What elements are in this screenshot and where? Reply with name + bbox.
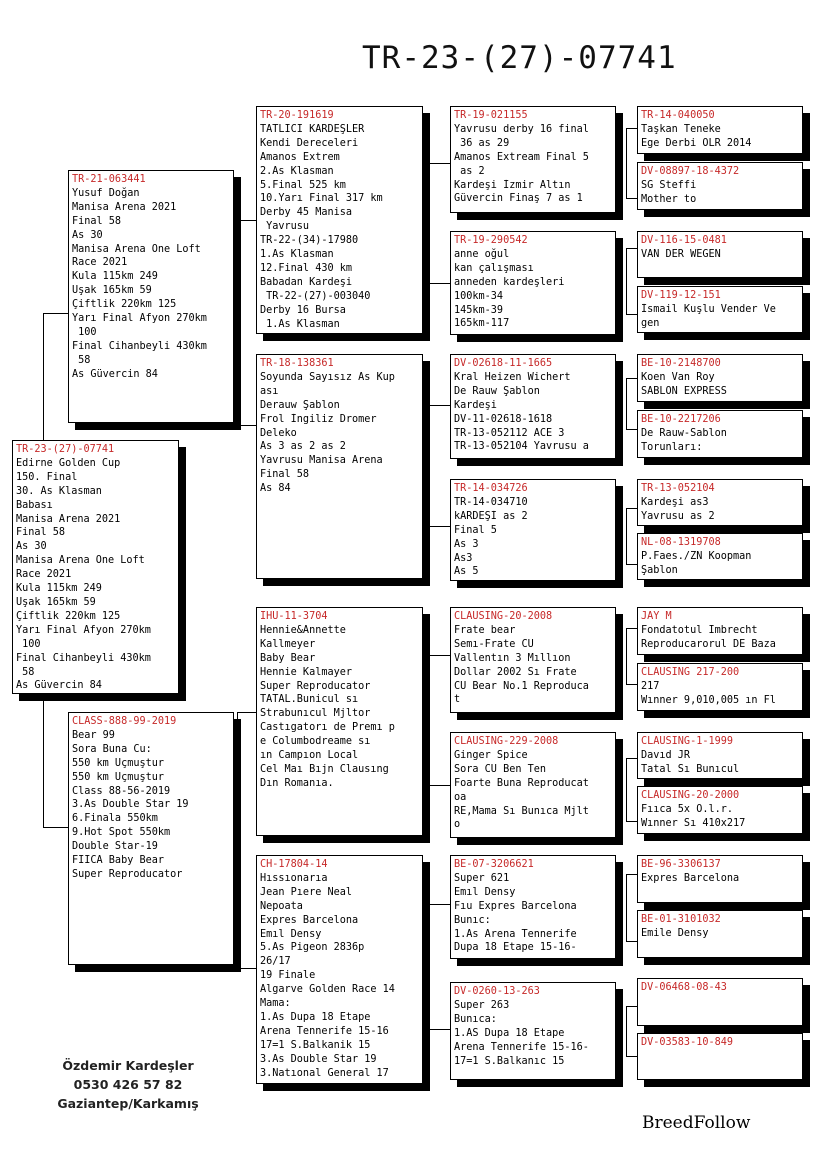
- pedigree-box-gen4: [637, 663, 803, 711]
- connector: [626, 248, 627, 314]
- pedigree-box-gen3: [450, 231, 616, 335]
- box-line: As Güvercin 84: [72, 368, 158, 380]
- box-line: Taşkan Teneke: [641, 123, 721, 135]
- box-line: SABLON EXPRESS: [641, 385, 727, 397]
- box-line: Super Reproducator: [72, 868, 183, 880]
- box-line: o: [454, 819, 461, 831]
- box-line: Kardeşi: [454, 399, 497, 411]
- box-line: Mama:: [260, 998, 291, 1010]
- ring-number: TR-19-290542: [454, 235, 528, 246]
- ring-number: BE-10-2148700: [641, 358, 721, 369]
- box-line: 58: [72, 354, 91, 366]
- box-line: Ginger Spice: [454, 749, 528, 761]
- box-line: Wınner 9,010,005 ın Fl: [641, 694, 776, 706]
- box-line: Race 2021: [16, 569, 72, 581]
- box-line: Bunıca:: [454, 1013, 497, 1025]
- box-line: Dupa 18 Etape 15-16-: [454, 942, 577, 954]
- box-line: As 30: [16, 541, 47, 553]
- box-line: 17=1 S.Balkanıc 15: [454, 1055, 565, 1067]
- box-line: De Rauw-Sablon: [641, 427, 727, 439]
- box-line: 5.Final 525 km: [260, 179, 346, 191]
- box-line: De Rauw Şablon: [454, 385, 540, 397]
- box-line: Amanos Extrem: [260, 151, 340, 163]
- brand-name: BreedFollow: [642, 1113, 751, 1133]
- box-line: FIICA Baby Bear: [72, 855, 165, 867]
- connector: [237, 712, 238, 968]
- box-line: Güvercin Finaş 7 as 1: [454, 193, 583, 205]
- ring-number: NL-08-1319708: [641, 537, 721, 548]
- ring-number: TR-21-063441: [72, 174, 146, 185]
- ring-number: TR-23-(27)-07741: [16, 444, 115, 455]
- box-line: Foarte Buna Reproducat: [454, 777, 589, 789]
- box-line: 3.Natıonal General 17: [260, 1067, 389, 1079]
- ring-number: TR-20-191619: [260, 110, 334, 121]
- box-line: 10.Yarı Final 317 km: [260, 193, 383, 205]
- connector: [429, 163, 430, 283]
- connector: [626, 378, 627, 429]
- ring-number: DV-06468-08-43: [641, 982, 727, 993]
- box-line: Bunıc:: [454, 914, 491, 926]
- pedigree-box-gen4: [637, 786, 803, 834]
- box-line: Manisa Arena 2021: [72, 201, 177, 213]
- box-line: Strabunıcul Mjltor: [260, 708, 371, 720]
- ring-number: DV-119-12-151: [641, 290, 721, 301]
- box-line: Torunları:: [641, 441, 703, 453]
- box-line: 6.Finala 550km: [72, 813, 158, 825]
- ring-number: CLAUSING-20-2000: [641, 790, 740, 801]
- ring-number: CLAUSING-1-1999: [641, 736, 734, 747]
- box-line: As 3 as 2 as 2: [260, 441, 346, 453]
- box-line: Final 58: [260, 469, 310, 481]
- pedigree-box-gen4: [637, 533, 803, 580]
- box-line: Algarve Golden Race 14: [260, 984, 395, 996]
- connector: [429, 655, 451, 656]
- box-line: Şablon: [641, 564, 678, 576]
- connector: [429, 1029, 451, 1030]
- box-line: Cel Maı Bıjn Clausıng: [260, 763, 389, 775]
- box-line: TR-13-052112 ACE 3: [454, 427, 565, 439]
- box-line: 1.As Dupa 18 Etape: [260, 1011, 371, 1023]
- connector: [429, 405, 430, 526]
- box-line: 100km-34: [454, 290, 504, 302]
- pedigree-box-gen2: [256, 106, 423, 334]
- box-line: 9.Hot Spot 550km: [72, 827, 171, 839]
- box-line: Deleko: [260, 427, 297, 439]
- box-line: DV-11-02618-1618: [454, 413, 553, 425]
- box-line: Kula 115km 249: [16, 583, 102, 595]
- box-line: 150. Final: [16, 471, 78, 483]
- box-line: Uşak 165km 59: [16, 596, 96, 608]
- connector: [429, 904, 451, 905]
- box-line: Yavrusu: [260, 221, 310, 233]
- box-line: Mother to: [641, 193, 697, 205]
- box-line: İsmail Kuşlu Vender Ve: [641, 303, 776, 315]
- box-line: 145km-39: [454, 304, 504, 316]
- ring-number: CLAUSING-229-2008: [454, 736, 559, 747]
- box-line: Kendi Dereceleri: [260, 137, 359, 149]
- connector: [626, 1006, 627, 1056]
- box-line: 1.AS Dupa 18 Etape: [454, 1027, 565, 1039]
- box-line: Davıd JR: [641, 749, 691, 761]
- box-line: 550 km Uçmuştur: [72, 757, 165, 769]
- connector: [237, 968, 258, 969]
- box-line: Manisa Arena One Loft: [72, 243, 201, 255]
- ring-number: BE-01-3101032: [641, 914, 721, 925]
- connector: [429, 163, 451, 164]
- box-line: Koen Van Roy: [641, 371, 715, 383]
- box-line: TR-22-(34)-17980: [260, 235, 359, 247]
- box-line: Super 263: [454, 999, 510, 1011]
- box-line: Sora CU Ben Ten: [454, 763, 547, 775]
- box-line: 100: [16, 638, 41, 650]
- ring-number: IHU-11-3704: [260, 611, 328, 622]
- box-line: Dın Romanıa.: [260, 777, 334, 789]
- box-line: Kardeşi İzmir Altın: [454, 179, 571, 191]
- ring-number: BE-96-3306137: [641, 859, 721, 870]
- box-line: oa: [454, 791, 467, 803]
- box-line: Arena Tennerife 15-16-: [454, 1041, 589, 1053]
- box-line: TATLICI KARDEŞLER: [260, 123, 365, 135]
- box-line: anneden kardeşleri: [454, 276, 565, 288]
- pedigree-box-dam: [68, 712, 234, 965]
- box-line: As 3: [454, 538, 479, 550]
- box-line: Frol İngiliz Dromer: [260, 413, 377, 425]
- connector: [626, 758, 627, 821]
- box-line: Fıu Expres Barcelona: [454, 900, 577, 912]
- box-line: Edirne Golden Cup: [16, 457, 121, 469]
- pedigree-box-gen4: [637, 479, 803, 526]
- box-line: Kral Heizen Wichert: [454, 371, 571, 383]
- pedigree-box-gen4: [637, 286, 803, 333]
- box-line: VAN DER WEGEN: [641, 248, 721, 260]
- box-line: Semı-Frate CU: [454, 638, 534, 650]
- ring-number: DV-02618-11-1665: [454, 358, 553, 369]
- box-line: Baby Bear: [260, 652, 316, 664]
- connector: [626, 508, 627, 564]
- ring-number: CLAUSING-20-2008: [454, 611, 553, 622]
- box-line: P.Faes./ZN Koopman: [641, 550, 752, 562]
- box-line: Bear 99: [72, 729, 115, 741]
- owner-info: [48, 1056, 208, 1113]
- box-line: 217: [641, 680, 660, 692]
- box-line: Jean Pıere Neal: [260, 886, 353, 898]
- pedigree-box-gen4: [637, 910, 803, 958]
- box-line: Kardeşi as3: [641, 496, 709, 508]
- box-line: Emile Densy: [641, 927, 709, 939]
- box-line: 3.As Double Star 19: [72, 799, 189, 811]
- box-line: 2.As Klasman: [260, 165, 334, 177]
- box-line: Fondatotul Imbrecht: [641, 624, 758, 636]
- ring-number: DV-0260-13-263: [454, 986, 540, 997]
- connector: [429, 526, 451, 527]
- box-line: SG Steffi: [641, 179, 697, 191]
- box-line: Manisa Arena 2021: [16, 513, 121, 525]
- box-line: anne oğul: [454, 248, 510, 260]
- box-line: Hennie Kalmayer: [260, 666, 353, 678]
- pedigree-box-gen3: [450, 855, 616, 959]
- box-line: As Güvercin 84: [16, 680, 102, 692]
- box-line: 30. As Klasman: [16, 485, 102, 497]
- box-line: TR-22-(27)-003040: [260, 290, 371, 302]
- box-line: Derauw Şablon: [260, 399, 340, 411]
- connector: [429, 655, 430, 785]
- box-line: Çiftlik 220km 125: [16, 610, 121, 622]
- box-line: Vallentın 3 Mıllıon: [454, 652, 571, 664]
- box-line: Yusuf Doğan: [72, 187, 140, 199]
- box-line: Nepoata: [260, 900, 303, 912]
- pedigree-box-gen4: [637, 106, 803, 154]
- box-line: Reproducarorul DE Baza: [641, 638, 776, 650]
- connector: [43, 827, 69, 828]
- pedigree-box-gen2: [256, 607, 423, 836]
- pedigree-box-gen3: [450, 479, 616, 581]
- owner-location: Gaziantep/Karkamış: [57, 1096, 199, 1111]
- box-line: Babadan Kardeşi: [260, 276, 353, 288]
- owner-name: Özdemir Kardeşler: [62, 1058, 194, 1073]
- box-line: Final Cihanbeyli 430km: [72, 340, 207, 352]
- box-line: 36 as 29: [454, 137, 510, 149]
- box-line: TR-13-052104 Yavrusu a: [454, 441, 589, 453]
- box-line: Frate bear: [454, 624, 516, 636]
- connector: [237, 220, 258, 221]
- box-line: Kula 115km 249: [72, 271, 158, 283]
- ring-number: TR-19-021155: [454, 110, 528, 121]
- box-line: as 2: [454, 165, 485, 177]
- ring-number: BE-07-3206621: [454, 859, 534, 870]
- pedigree-box-gen4: [637, 410, 803, 458]
- box-line: Amanos Extream Final 5: [454, 151, 589, 163]
- ring-number: DV-08897-18-4372: [641, 166, 740, 177]
- pedigree-box-gen2: [256, 354, 423, 579]
- box-line: 17=1 S.Balkanik 15: [260, 1039, 371, 1051]
- box-line: 550 km Uçmuştur: [72, 771, 165, 783]
- box-line: 100: [72, 326, 97, 338]
- box-line: Fııca 5x O.l.r.: [641, 803, 734, 815]
- pedigree-box-gen4: [637, 1033, 803, 1080]
- ring-number: TR-13-052104: [641, 483, 715, 494]
- box-line: Yavrusu derby 16 final: [454, 123, 589, 135]
- pedigree-box-gen4: [637, 978, 803, 1026]
- box-line: Double Star-19: [72, 841, 158, 853]
- page-title: TR-23-(27)-07741: [362, 40, 677, 76]
- box-line: Emıl Densy: [260, 928, 322, 940]
- box-line: kan çalışması: [454, 262, 534, 274]
- box-line: CU Bear No.1 Reproduca: [454, 680, 589, 692]
- pedigree-box-gen3: [450, 106, 616, 213]
- box-line: 58: [16, 666, 35, 678]
- box-line: Final 58: [72, 215, 122, 227]
- box-line: Derby 16 Bursa: [260, 304, 346, 316]
- ring-number: CLASS-888-99-2019: [72, 716, 177, 727]
- box-line: ın Campıon Local: [260, 750, 359, 762]
- pedigree-box-gen4: [637, 855, 803, 903]
- box-line: ası: [260, 385, 279, 397]
- box-line: Expres Barcelona: [260, 914, 359, 926]
- ring-number: TR-18-138361: [260, 358, 334, 369]
- connector: [237, 220, 238, 425]
- box-line: Race 2021: [72, 257, 128, 269]
- box-line: Yarı Final Afyon 270km: [16, 624, 151, 636]
- box-line: 12.Final 430 km: [260, 262, 353, 274]
- pedigree-box-gen3: [450, 354, 616, 459]
- pedigree-box-gen4: [637, 354, 803, 402]
- box-line: Yavrusu as 2: [641, 510, 715, 522]
- box-line: Class 88-56-2019: [72, 785, 171, 797]
- box-line: As 84: [260, 483, 291, 495]
- box-line: TR-14-034710: [454, 496, 528, 508]
- box-line: kARDEŞİ as 2: [454, 510, 528, 522]
- box-line: gen: [641, 317, 660, 329]
- connector: [429, 405, 451, 406]
- ring-number: TR-14-034726: [454, 483, 528, 494]
- box-line: Hennie&Annette: [260, 624, 346, 636]
- box-line: TATAL.Bunicul sı: [260, 694, 359, 706]
- pedigree-box-gen4: [637, 607, 803, 655]
- pedigree-box-gen3: [450, 982, 616, 1080]
- pedigree-box-gen3: [450, 607, 616, 713]
- connector: [429, 904, 430, 1029]
- box-line: Expres Barcelona: [641, 872, 740, 884]
- pedigree-box-gen2: [256, 855, 423, 1084]
- ring-number: CH-17804-14: [260, 859, 328, 870]
- box-line: As 30: [72, 229, 103, 241]
- box-line: Super 621: [454, 872, 510, 884]
- connector: [626, 874, 627, 941]
- owner-phone: 0530 426 57 82: [73, 1077, 183, 1092]
- pedigree-box-gen3: [450, 732, 616, 838]
- box-line: As 5: [454, 566, 479, 578]
- box-line: Uşak 165km 59: [72, 285, 152, 297]
- box-line: Castıgatorı de Premı p: [260, 722, 395, 734]
- box-line: Final 58: [16, 527, 66, 539]
- pedigree-box-gen4: [637, 162, 803, 210]
- ring-number: BE-10-2217206: [641, 414, 721, 425]
- box-line: Sora Buna Cu:: [72, 743, 152, 755]
- ring-number: DV-116-15-0481: [641, 235, 727, 246]
- box-line: Çiftlik 220km 125: [72, 299, 177, 311]
- box-line: As3: [454, 552, 473, 564]
- box-line: 1.As Klasman: [260, 318, 340, 330]
- connector: [626, 128, 627, 198]
- box-line: 3.As Double Star 19: [260, 1053, 377, 1065]
- connector: [237, 712, 258, 713]
- pedigree-box-subject: [12, 440, 179, 694]
- box-line: Kallmeyer: [260, 638, 316, 650]
- box-line: t: [454, 694, 461, 706]
- box-line: 165km-117: [454, 318, 510, 330]
- ring-number: JAY M: [641, 611, 672, 622]
- connector: [429, 283, 451, 284]
- connector: [237, 425, 258, 426]
- box-line: e Columbodreame sı: [260, 736, 371, 748]
- connector: [43, 694, 44, 827]
- connector: [429, 785, 451, 786]
- box-line: Arena Tennerife 15-16: [260, 1025, 389, 1037]
- box-line: Ege Derbi OLR 2014: [641, 137, 752, 149]
- box-line: Manisa Arena One Loft: [16, 555, 145, 567]
- box-line: 1.As Arena Tennerife: [454, 928, 577, 940]
- box-line: Final Cihanbeyli 430km: [16, 652, 151, 664]
- box-line: Final 5: [454, 524, 497, 536]
- box-line: Soyunda Sayısız As Kup: [260, 371, 395, 383]
- box-line: Wınner Sı 410x217: [641, 817, 746, 829]
- pedigree-box-gen4: [637, 231, 803, 278]
- box-line: Emıl Densy: [454, 886, 516, 898]
- box-line: 5.As Pigeon 2836p: [260, 942, 365, 954]
- box-line: Derby 45 Manisa: [260, 207, 353, 219]
- ring-number: CLAUSING 217-200: [641, 667, 740, 678]
- connector: [43, 313, 44, 440]
- box-line: Super Reproducator: [260, 680, 371, 692]
- box-line: Hıssıonarıa: [260, 872, 328, 884]
- pedigree-box-sire: [68, 170, 234, 423]
- box-line: Yarı Final Afyon 270km: [72, 313, 207, 325]
- box-line: Yavrusu Manisa Arena: [260, 455, 383, 467]
- connector: [43, 313, 69, 314]
- pedigree-box-gen4: [637, 732, 803, 779]
- ring-number: DV-03583-10-849: [641, 1037, 734, 1048]
- box-line: Babası: [16, 499, 53, 511]
- connector: [626, 628, 627, 684]
- box-line: RE,Mama Sı Bunıca Mjlt: [454, 805, 589, 817]
- ring-number: TR-14-040050: [641, 110, 715, 121]
- box-line: 1.As Klasman: [260, 249, 334, 261]
- box-line: 26/17: [260, 956, 291, 968]
- box-line: Tatal Sı Bunıcul: [641, 763, 740, 775]
- box-line: Dollar 2002 Sı Frate: [454, 666, 577, 678]
- box-line: 19 Finale: [260, 970, 316, 982]
